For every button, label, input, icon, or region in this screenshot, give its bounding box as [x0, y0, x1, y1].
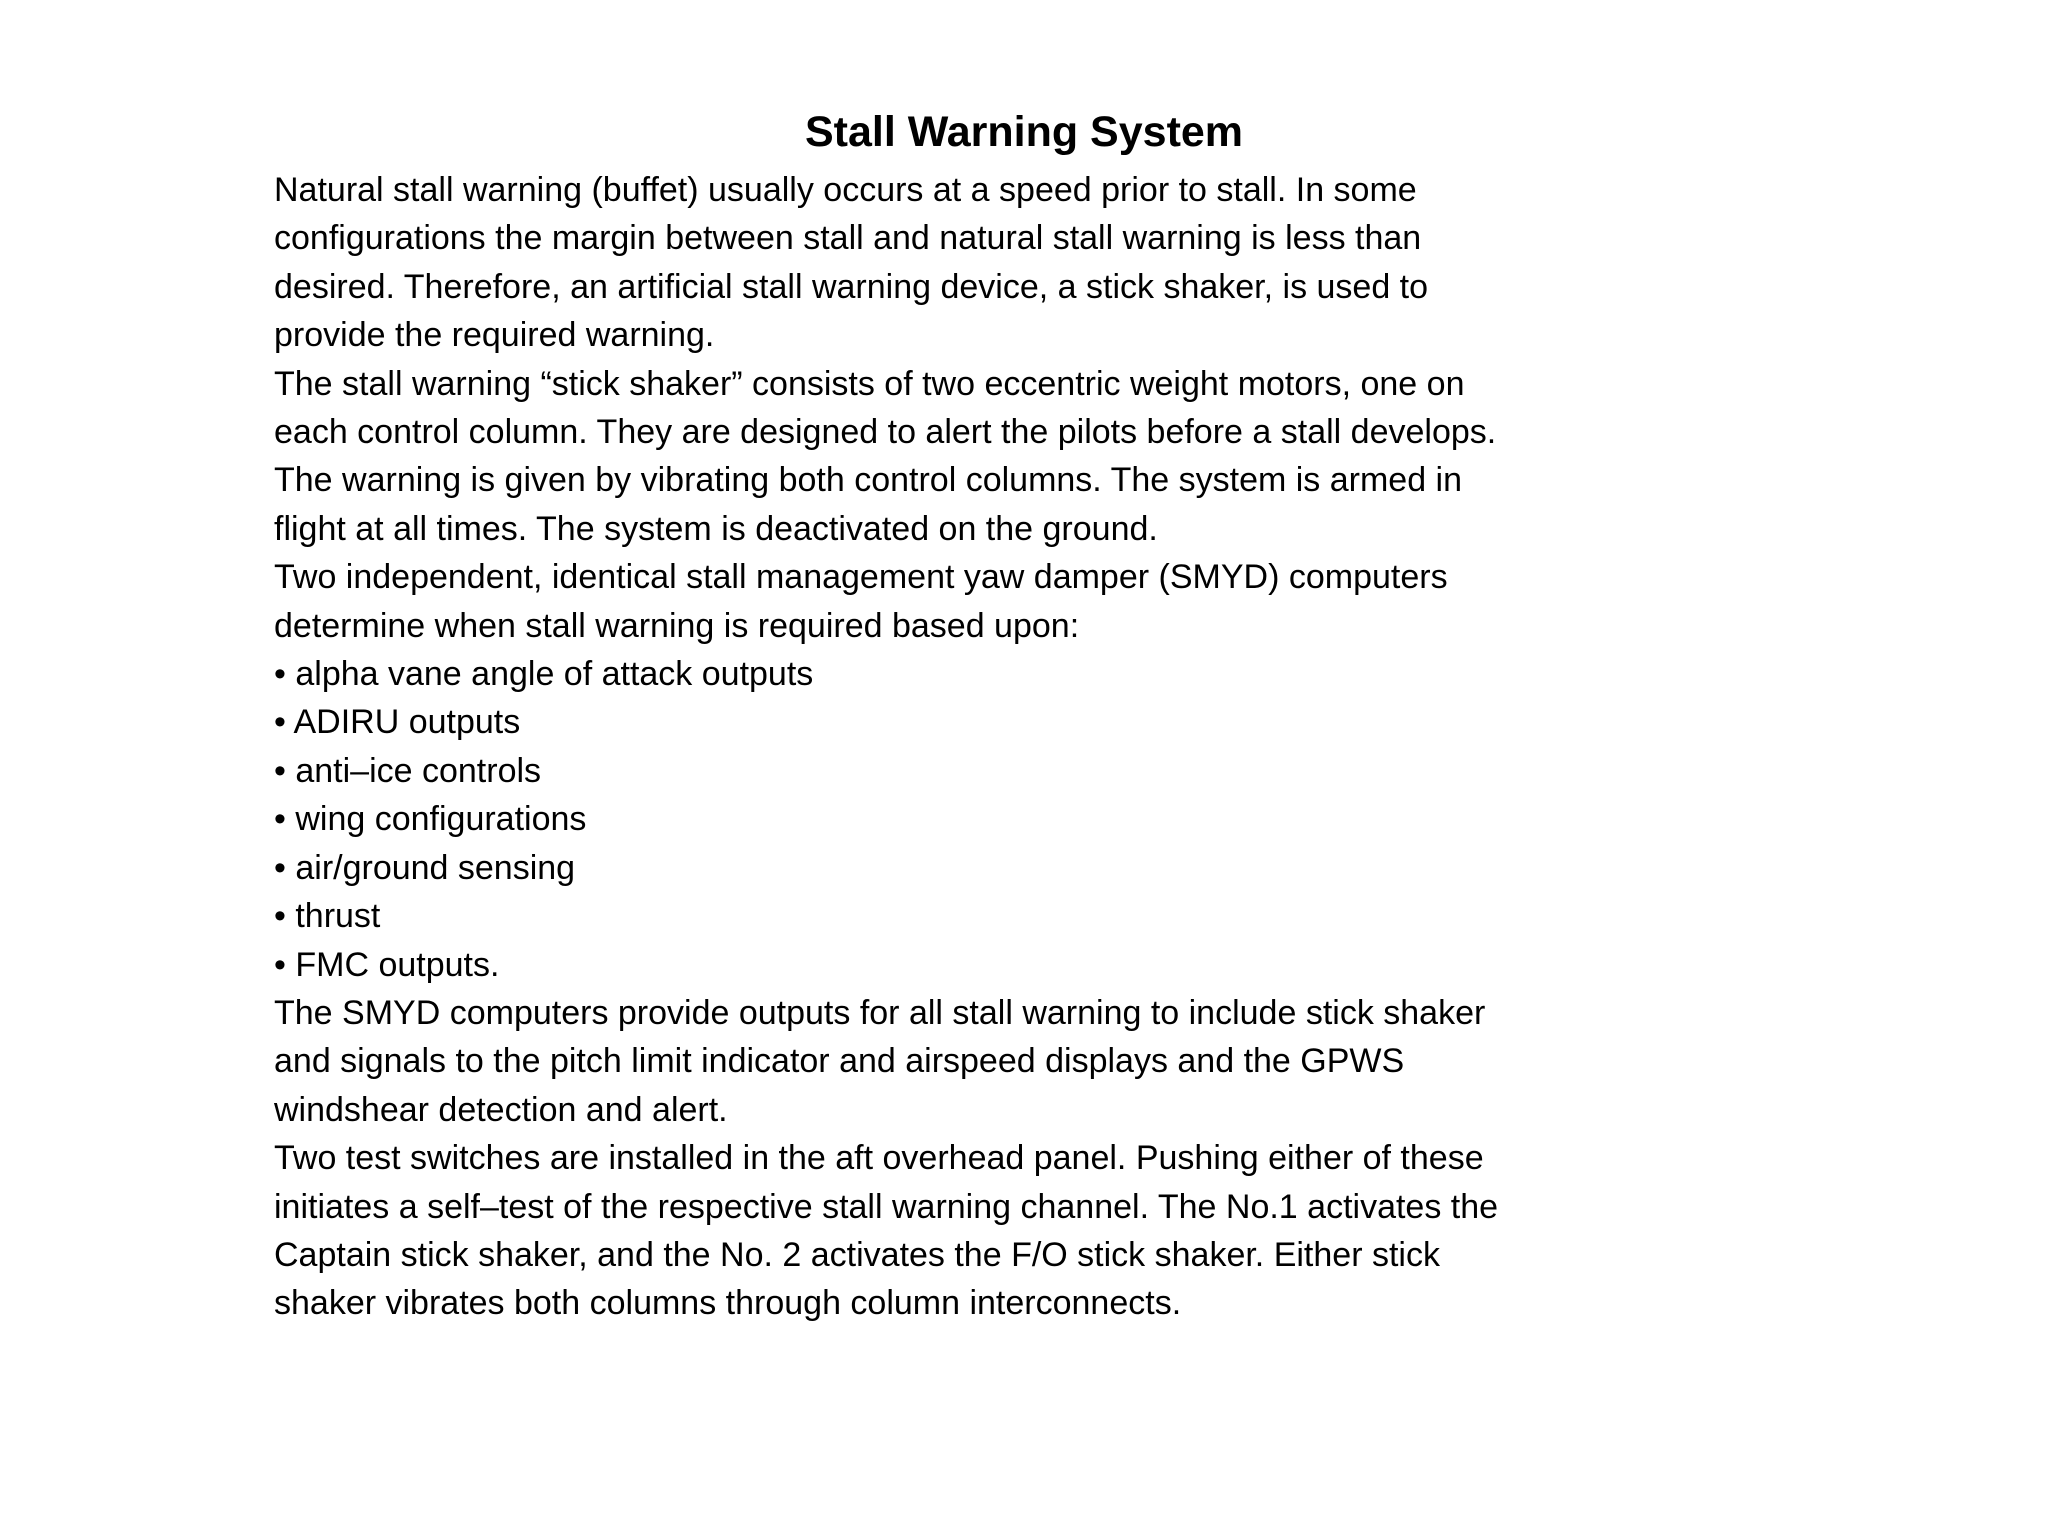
text-line: Captain stick shaker, and the No. 2 activates the F/O stick shaker. Either stick — [274, 1235, 1440, 1274]
text-line: The warning is given by vibrating both control columns. The system is armed in — [274, 461, 1463, 500]
text-line: Natural stall warning (buffet) usually occurs at a speed prior to stall. In some — [274, 171, 1417, 209]
bullet-item: • FMC outputs. — [274, 945, 500, 984]
text-line: The SMYD computers provide outputs for all stall warning to include stick shaker — [274, 993, 1486, 1032]
text-line: shaker vibrates both columns through column interconnects. — [274, 1284, 1182, 1323]
text-line: provide the required warning. — [274, 316, 715, 355]
body-text — [274, 166, 1914, 1328]
text-line: initiates a self–test of the respective stall warning channel. The No.1 activates the — [274, 1187, 1499, 1226]
text-line: Two test switches are installed in the aft overhead panel. Pushing either of these — [274, 1139, 1484, 1178]
text-line: configurations the margin between stall and natural stall warning is less than — [274, 219, 1422, 258]
text-line: desired. Therefore, an artificial stall warning device, a stick shaker, is used to — [274, 267, 1429, 306]
text-line: The stall warning “stick shaker” consists of two eccentric weight motors, one on — [274, 364, 1465, 403]
bullet-item: • thrust — [274, 897, 381, 936]
page-title: Stall Warning System — [804, 108, 1244, 156]
bullet-item: • alpha vane angle of attack outputs — [274, 655, 814, 694]
text-line: Two independent, identical stall management yaw damper (SMYD) computers — [274, 558, 1448, 597]
text-line: each control column. They are designed to alert the pilots before a stall develops. — [274, 413, 1497, 452]
text-line: and signals to the pitch limit indicator and airspeed displays and the GPWS — [274, 1042, 1405, 1081]
text-line: determine when stall warning is required based upon: — [274, 606, 1080, 645]
text-line: flight at all times. The system is deactivated on the ground. — [274, 509, 1158, 548]
bullet-item: • ADIRU outputs — [274, 703, 521, 742]
bullet-item: • air/ground sensing — [274, 848, 576, 887]
bullet-item: • anti–ice controls — [274, 751, 542, 790]
bullet-item: • wing configurations — [274, 800, 587, 839]
text-line: windshear detection and alert. — [274, 1090, 728, 1129]
